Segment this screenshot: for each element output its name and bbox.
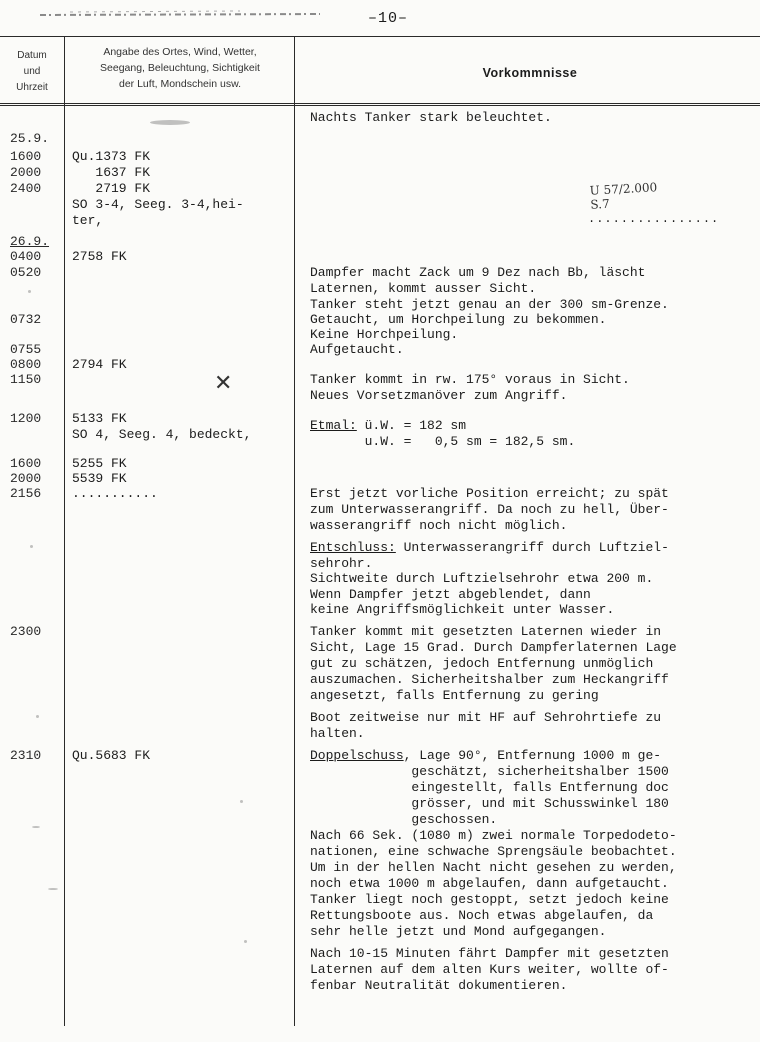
log-event: keine Angriffsmöglichkeit unter Wasser.: [310, 602, 615, 617]
log-event: Nach 66 Sek. (1080 m) zwei normale Torpedodeto-: [310, 828, 677, 843]
scan-smudge: [32, 826, 40, 828]
log-time: 1600: [10, 456, 42, 471]
log-position: 5539 FK: [72, 471, 127, 486]
log-time: 0755: [10, 342, 42, 357]
log-position: 5133 FK: [72, 411, 127, 426]
log-event: Boot zeitweise nur mit HF auf Sehrohrtiefe zu: [310, 710, 662, 725]
column-rule-1: [64, 36, 65, 1026]
header-bottom-rule-2: [0, 105, 760, 106]
log-event: Etmal: ü.W. = 182 sm: [310, 418, 467, 433]
scan-smudge: [240, 800, 243, 803]
log-time: 1200: [10, 411, 42, 426]
log-position: 5255 FK: [72, 456, 127, 471]
log-time: 0520: [10, 265, 42, 280]
scan-smudge: [28, 290, 31, 293]
column-rule-2: [294, 36, 295, 1026]
x-mark-icon: ✕: [214, 370, 233, 395]
log-position: ...........: [72, 486, 158, 501]
log-time: 2156: [10, 486, 42, 501]
log-event: Um in der hellen Nacht nicht gesehen zu werden,: [310, 860, 677, 875]
log-event: gut zu schätzen, jedoch Entfernung unmöglich: [310, 656, 654, 671]
scan-smudge: [30, 545, 33, 548]
log-event: Doppelschuss, Lage 90°, Entfernung 1000 m ge-: [310, 748, 662, 763]
log-time: 0400: [10, 249, 42, 264]
log-position: Qu.5683 FK: [72, 748, 151, 763]
log-event: Getaucht, um Horchpeilung zu bekommen.: [310, 312, 607, 327]
log-event: fenbar Neutralität dokumentieren.: [310, 978, 568, 993]
log-position: ter,: [72, 213, 104, 228]
log-event: Aufgetaucht.: [310, 342, 404, 357]
header-scan-noise: [40, 8, 320, 20]
log-event: Tanker liegt noch gestoppt, setzt jedoch keine: [310, 892, 669, 907]
log-event: sehr helle jetzt und Mond aufgegangen.: [310, 924, 607, 939]
log-position: 2719 FK: [72, 181, 151, 196]
header-vorkommnisse: Vorkommnisse: [482, 66, 578, 80]
log-position: 2758 FK: [72, 249, 127, 264]
log-time: 25.9.: [10, 131, 50, 146]
scan-smudge: [48, 888, 58, 890]
log-event: wasserangriff noch nicht möglich.: [310, 518, 568, 533]
log-position: 1637 FK: [72, 165, 151, 180]
header-datum: Datum und Uhrzeit: [16, 50, 48, 93]
log-event: Dampfer macht Zack um 9 Dez nach Bb, läscht: [310, 265, 646, 280]
log-event: Nach 10-15 Minuten fährt Dampfer mit gesetzten: [310, 946, 669, 961]
log-position: 2794 FK: [72, 357, 127, 372]
log-event: Tanker steht jetzt genau an der 300 sm-Grenze.: [310, 297, 669, 312]
log-time: 2000: [10, 165, 42, 180]
log-event: u.W. = 0,5 sm = 182,5 sm.: [310, 434, 576, 449]
log-position: Qu.1373 FK: [72, 149, 151, 164]
dotted-line: ................: [588, 212, 720, 226]
log-event: Entschluss: Unterwasserangriff durch Luftziel-: [310, 540, 669, 555]
log-time: 2310: [10, 748, 42, 763]
log-event: Tanker kommt in rw. 175° voraus in Sicht.: [310, 372, 630, 387]
table-top-rule: [0, 36, 760, 37]
log-time: 2400: [10, 181, 42, 196]
log-event: Laternen auf dem alten Kurs weiter, wollte of-: [310, 962, 669, 977]
log-event: eingestellt, falls Entfernung doc: [310, 780, 669, 795]
log-event: Neues Vorsetzmanöver zum Angriff.: [310, 388, 568, 403]
log-time: 1150: [10, 372, 42, 387]
log-event: auszumachen. Sicherheitshalber zum Heckangriff: [310, 672, 669, 687]
log-event: zum Unterwasserangriff. Da noch zu hell, Über-: [310, 502, 669, 517]
log-event: Nachts Tanker stark beleuchtet.: [310, 110, 552, 125]
log-event: geschätzt, sicherheitshalber 1500: [310, 764, 669, 779]
log-event: Keine Horchpeilung.: [310, 327, 459, 342]
log-event: nationen, eine schwache Sprengsäule beobachtet.: [310, 844, 677, 859]
log-event: Wenn Dampfer jetzt abgeblendet, dann: [310, 587, 591, 602]
log-event: halten.: [310, 726, 365, 741]
log-event: Tanker kommt mit gesetzten Laternen wieder in: [310, 624, 662, 639]
log-event: Erst jetzt vorliche Position erreicht; zu spät: [310, 486, 669, 501]
log-event: geschossen.: [310, 812, 498, 827]
log-event: Laternen, kommt ausser Sicht.: [310, 281, 537, 296]
archive-signature: U 57/2.000 S.7: [589, 180, 658, 212]
log-time: 2300: [10, 624, 42, 639]
log-event: Sicht, Lage 15 Grad. Durch Dampferlaternen Lage: [310, 640, 677, 655]
scan-smudge: [244, 940, 247, 943]
log-event: Rettungsboote aus. Noch etwas abgelaufen, da: [310, 908, 654, 923]
log-event: angesetzt, falls Entfernung zu gering: [310, 688, 599, 703]
log-event: Sichtweite durch Luftzielsehrohr etwa 200 m.: [310, 571, 654, 586]
log-position: SO 3-4, Seeg. 3-4,hei-: [72, 197, 244, 212]
scan-smudge: [150, 120, 190, 125]
log-event: noch etwa 1000 m abgelaufen, dann aufgetaucht.: [310, 876, 669, 891]
log-event: sehrohr.: [310, 556, 373, 571]
header-angabe: Angabe des Ortes, Wind, Wetter, Seegang, Beleuchtung, Sichtigkeit der Luft, Mondschein usw.: [100, 46, 260, 90]
log-position: SO 4, Seeg. 4, bedeckt,: [72, 427, 252, 442]
log-time: 26.9.: [10, 234, 50, 249]
scan-smudge: [36, 715, 39, 718]
log-event: grösser, und mit Schusswinkel 180: [310, 796, 669, 811]
log-time: 1600: [10, 149, 42, 164]
page-number: –10–: [368, 10, 409, 27]
header-bottom-rule: [0, 103, 760, 104]
log-time: 2000: [10, 471, 42, 486]
log-time: 0800: [10, 357, 42, 372]
log-time: 0732: [10, 312, 42, 327]
